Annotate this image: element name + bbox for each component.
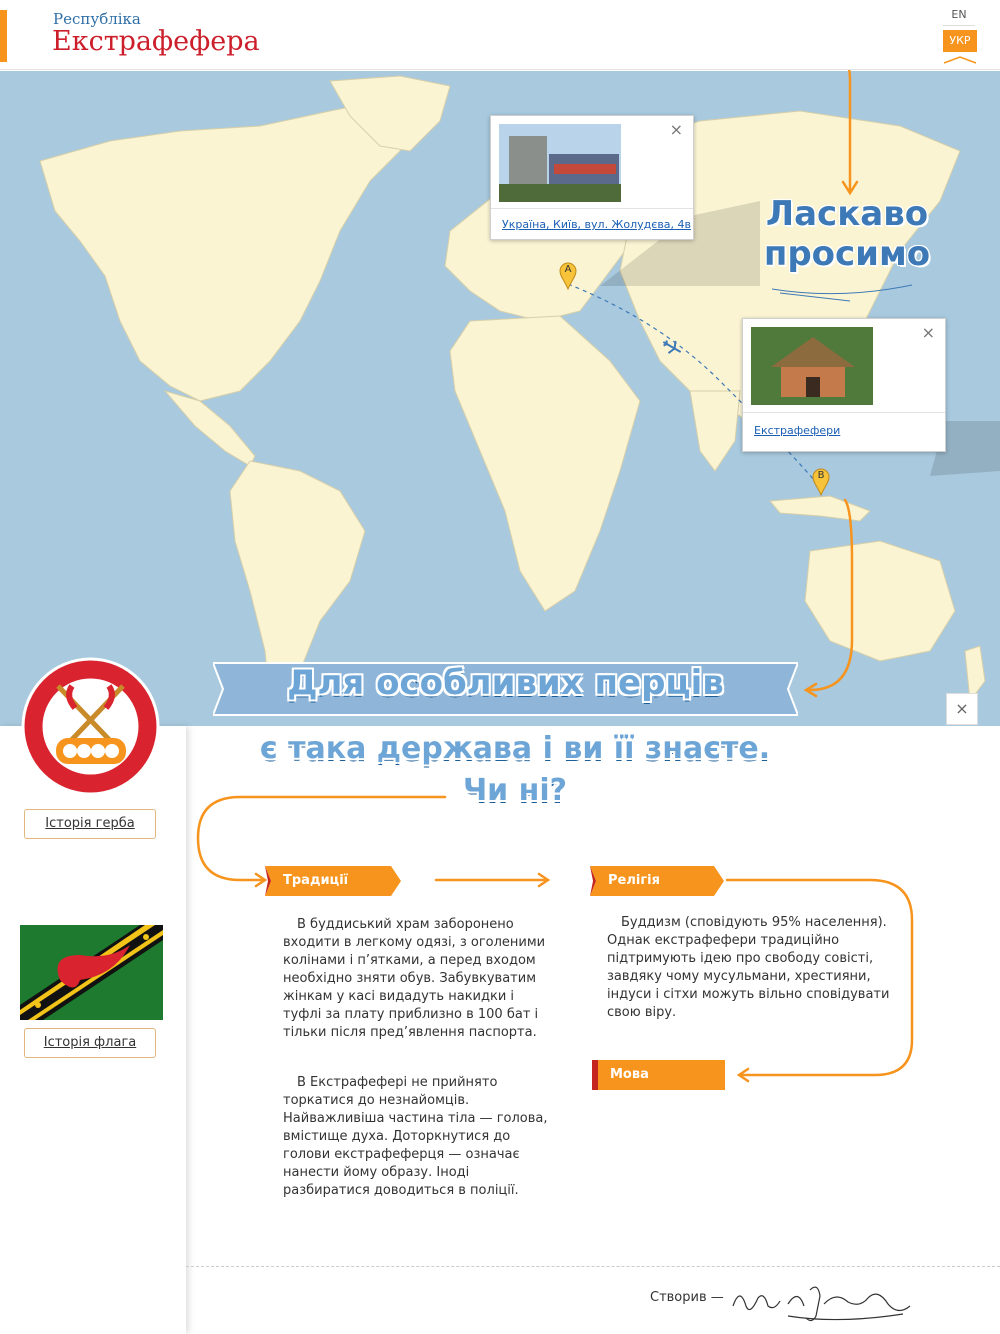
footer-divider [186, 1266, 1000, 1267]
author-signature [728, 1276, 914, 1326]
coat-of-arms-emblem[interactable] [20, 656, 161, 797]
welcome-heading [752, 194, 942, 274]
popup-divider [743, 412, 945, 413]
popup-extrafefera-close-icon[interactable]: × [921, 323, 935, 342]
marker-b-label: B [817, 470, 825, 481]
brand-subtitle: Республіка [53, 10, 141, 28]
tab-accent [592, 1060, 598, 1090]
site-header [0, 0, 1000, 70]
popup-divider [491, 208, 693, 209]
welcome-line-1: Ласкаво [765, 194, 929, 234]
national-flag[interactable] [20, 925, 163, 1020]
religion-paragraph: Буддизм (сповідують 95% населення). Однак екстрафефери традиційно підтримують ідею про свободу совісті, завдяку чому мусульмани, хрестияни, індуси і сітхи можуть вільно сповідувати свою віру. [607, 915, 890, 1020]
history-of-flag-link[interactable]: Історія флага [24, 1028, 156, 1058]
created-by-label: Створив — [650, 1290, 724, 1305]
tab-language[interactable] [592, 1060, 725, 1090]
banner-title: Для особливих перців [287, 663, 724, 703]
map-popup-kyiv [490, 115, 694, 240]
marker-a-label: A [564, 264, 572, 275]
tab-language-label: Мова [610, 1067, 649, 1082]
popup-kyiv-close-icon[interactable]: × [669, 120, 683, 139]
popup-extrafefera-link[interactable]: Екстрафефери [754, 424, 841, 437]
page-subtitle [200, 728, 830, 812]
kyiv-photo [499, 124, 621, 202]
traditions-paragraph-2: В Екстрафефері не прийнято торкатися до незнайомців. Найважливіша частина тіла — голова, вмістище духа. Доторкнутися до голови екстрафеферця — означає нанести йому образу. Іноді разбиратися доводиться в поліції. [283, 1075, 548, 1198]
banner-close-icon[interactable]: × [946, 693, 978, 725]
lang-ukr-button[interactable]: УКР [943, 30, 977, 52]
tab-traditions-label: Традиції [283, 873, 349, 888]
subtitle-line-2: Чи ні? [462, 773, 568, 808]
map-marker-a[interactable] [559, 262, 577, 290]
map-popup-extrafefera [742, 318, 946, 452]
hut-photo [751, 327, 873, 405]
tab-traditions[interactable] [265, 866, 401, 896]
brand-title[interactable]: Екстрафефера [52, 26, 260, 57]
traditions-paragraph-1: В буддиський храм заборонено входити в легкому одязі, з оголеними колінами і п’ятками, а перед входом необхідно зняти обув. Забувкуватим жінкам у касі видадуть накидки і туфлі за плату приблизно в 100 бат і тільки після пред’явлення паспорта. [283, 917, 546, 1040]
lang-en-button[interactable]: EN [943, 4, 975, 26]
history-of-coat-of-arms-link[interactable]: Історія герба [24, 809, 156, 839]
map-marker-b[interactable] [812, 468, 830, 496]
tab-religion[interactable] [590, 866, 724, 896]
chevron-up-icon [942, 54, 978, 66]
welcome-line-2: просимо [763, 234, 931, 274]
subtitle-line-1: є така держава і ви її знаєте. [259, 731, 771, 766]
tab-religion-label: Релігія [608, 873, 660, 888]
header-accent-bar [0, 10, 7, 62]
popup-kyiv-address-link[interactable]: Україна, Київ, вул. Жолудєва, 4в [502, 218, 692, 231]
